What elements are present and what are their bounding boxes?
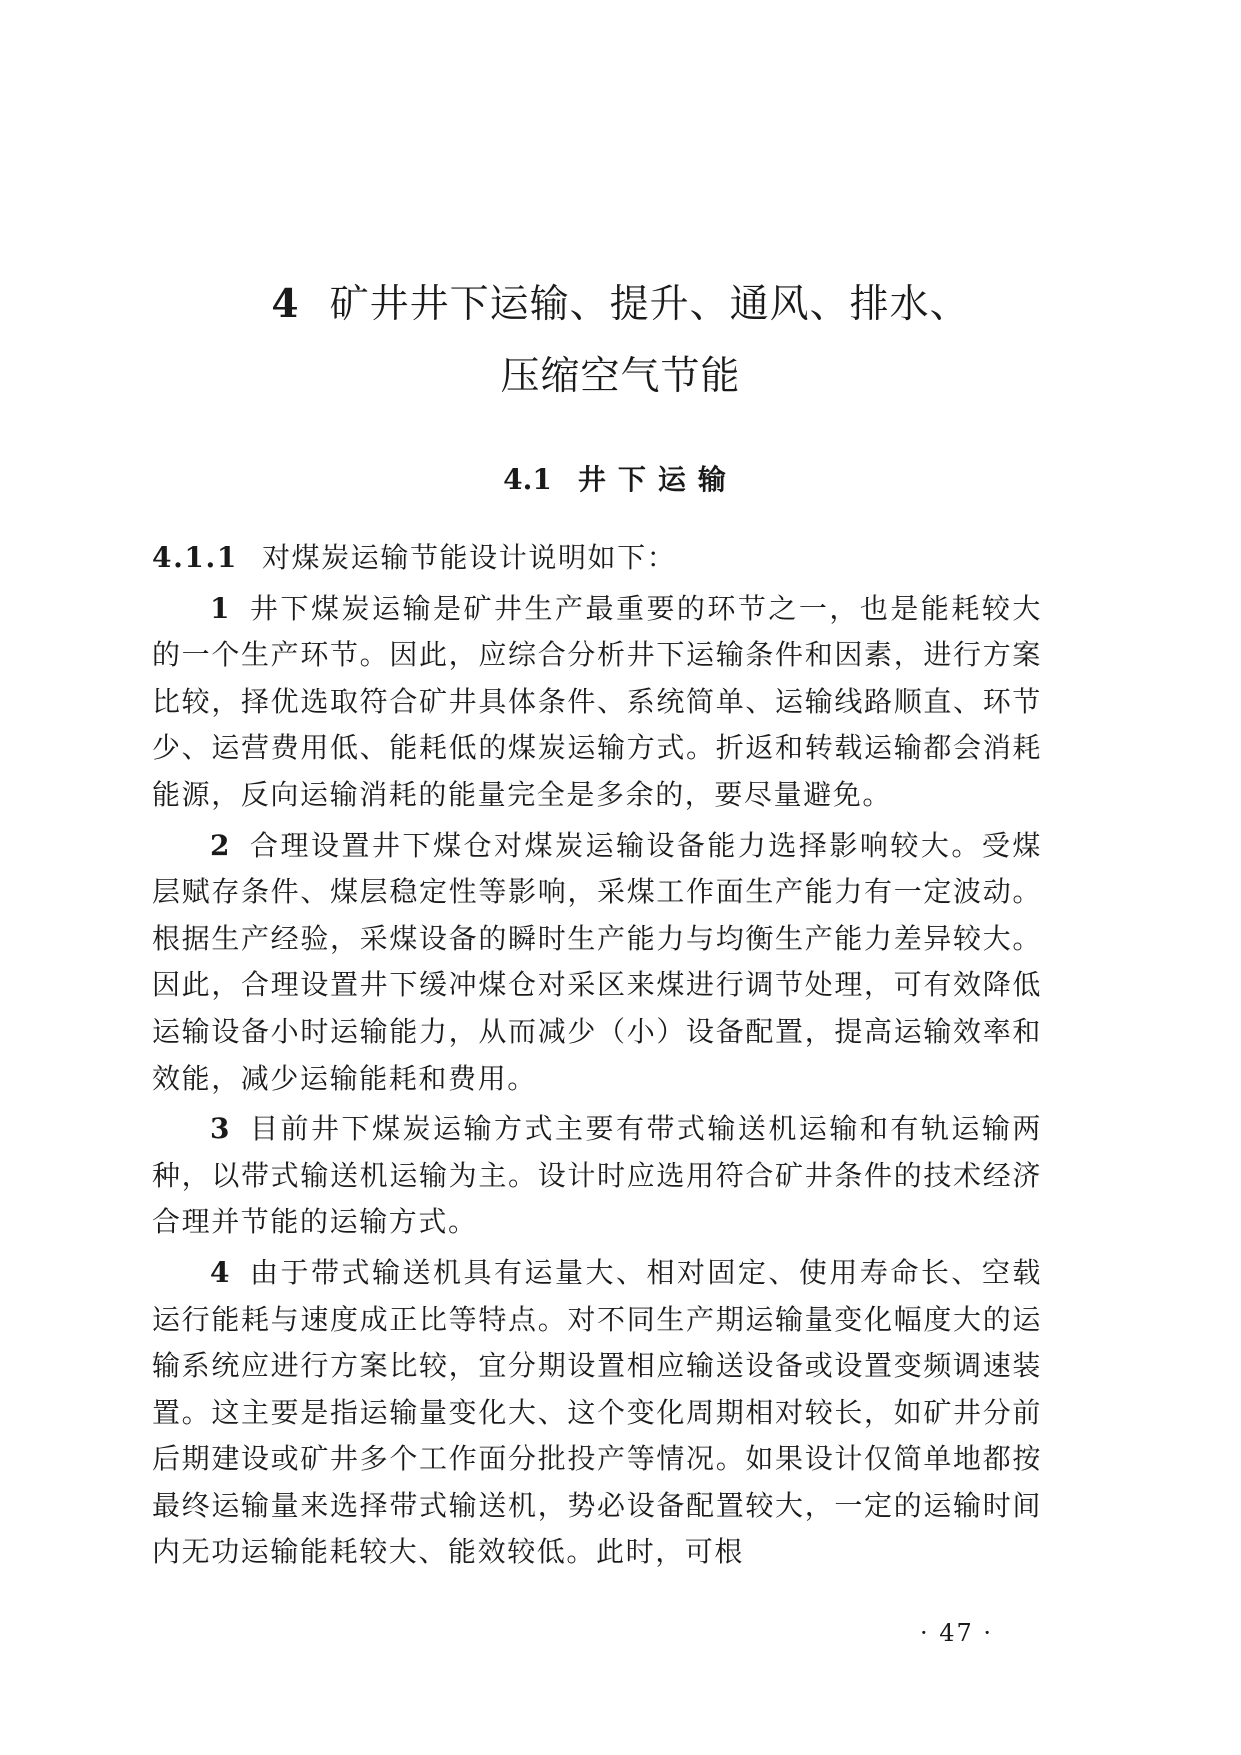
section-number: 4.1 [503,463,552,496]
item-number: 2 [210,828,232,862]
item-number: 1 [210,591,232,625]
item-number: 3 [210,1112,232,1146]
chapter-number: 4 [271,281,300,327]
item-text: 井下煤炭运输是矿井生产最重要的环节之一，也是能耗较大的一个生产环节。因此，应综合分析井下运输条件和因素，进行方案比较，择优选取符合矿井具体条件、系统简单、运输线路顺直、环节少、运营费用低、能耗低的煤炭运输方式。折返和转载运输都会消耗能源，反向运输消耗的能量完全是多余的，要尽量避免。 [152,591,1042,811]
section-name: 井下运输 [577,463,738,496]
item-2 [152,823,1042,1103]
chapter-title-line-1 [0,268,1241,341]
clause-number: 4.1.1 [152,541,238,574]
item-3 [152,1106,1042,1246]
item-4 [152,1250,1042,1576]
item-text: 由于带式输送机具有运量大、相对固定、使用寿命长、空载运行能耗与速度成正比等特点。对不同生产期运输量变化幅度大的运输系统应进行方案比较，宜分期设置相应输送设备或设置变频调速装置。这主要是指运输量变化大、这个变化周期相对较长，如矿井分前后期建设或矿井多个工作面分批投产等情况。如果设计仅简单地都按最终运输量来选择带式输送机，势必设备配置较大，一定的运输时间内无功运输能耗较大、能效较低。此时，可根 [152,1255,1042,1569]
body-text [152,535,1042,1580]
clause-4-1-1 [152,535,1042,582]
chapter-title-text-1: 矿井井下运输、提升、通风、排水、 [329,282,970,327]
item-text: 合理设置井下煤仓对煤炭运输设备能力选择影响较大。受煤层赋存条件、煤层稳定性等影响，采煤工作面生产能力有一定波动。根据生产经验，采煤设备的瞬时生产能力与均衡生产能力差异较大。因此，合理设置井下缓冲煤仓对采区来煤进行调节处理，可有效降低运输设备小时运输能力，从而减少（小）设备配置，提高运输效率和效能，减少运输能耗和费用。 [152,828,1042,1095]
item-text: 目前井下煤炭运输方式主要有带式输送机运输和有轨运输两种，以带式输送机运输为主。设计时应选用符合矿井条件的技术经济合理并节能的运输方式。 [152,1112,1042,1239]
item-1 [152,586,1042,819]
chapter-title-line-2: 压缩空气节能 [500,354,741,399]
chapter-title [0,268,1241,413]
item-number: 4 [210,1255,232,1289]
clause-intro: 对煤炭运输节能设计说明如下： [261,541,677,574]
page-number: · 47 · [920,1619,994,1647]
section-title [0,460,1241,500]
